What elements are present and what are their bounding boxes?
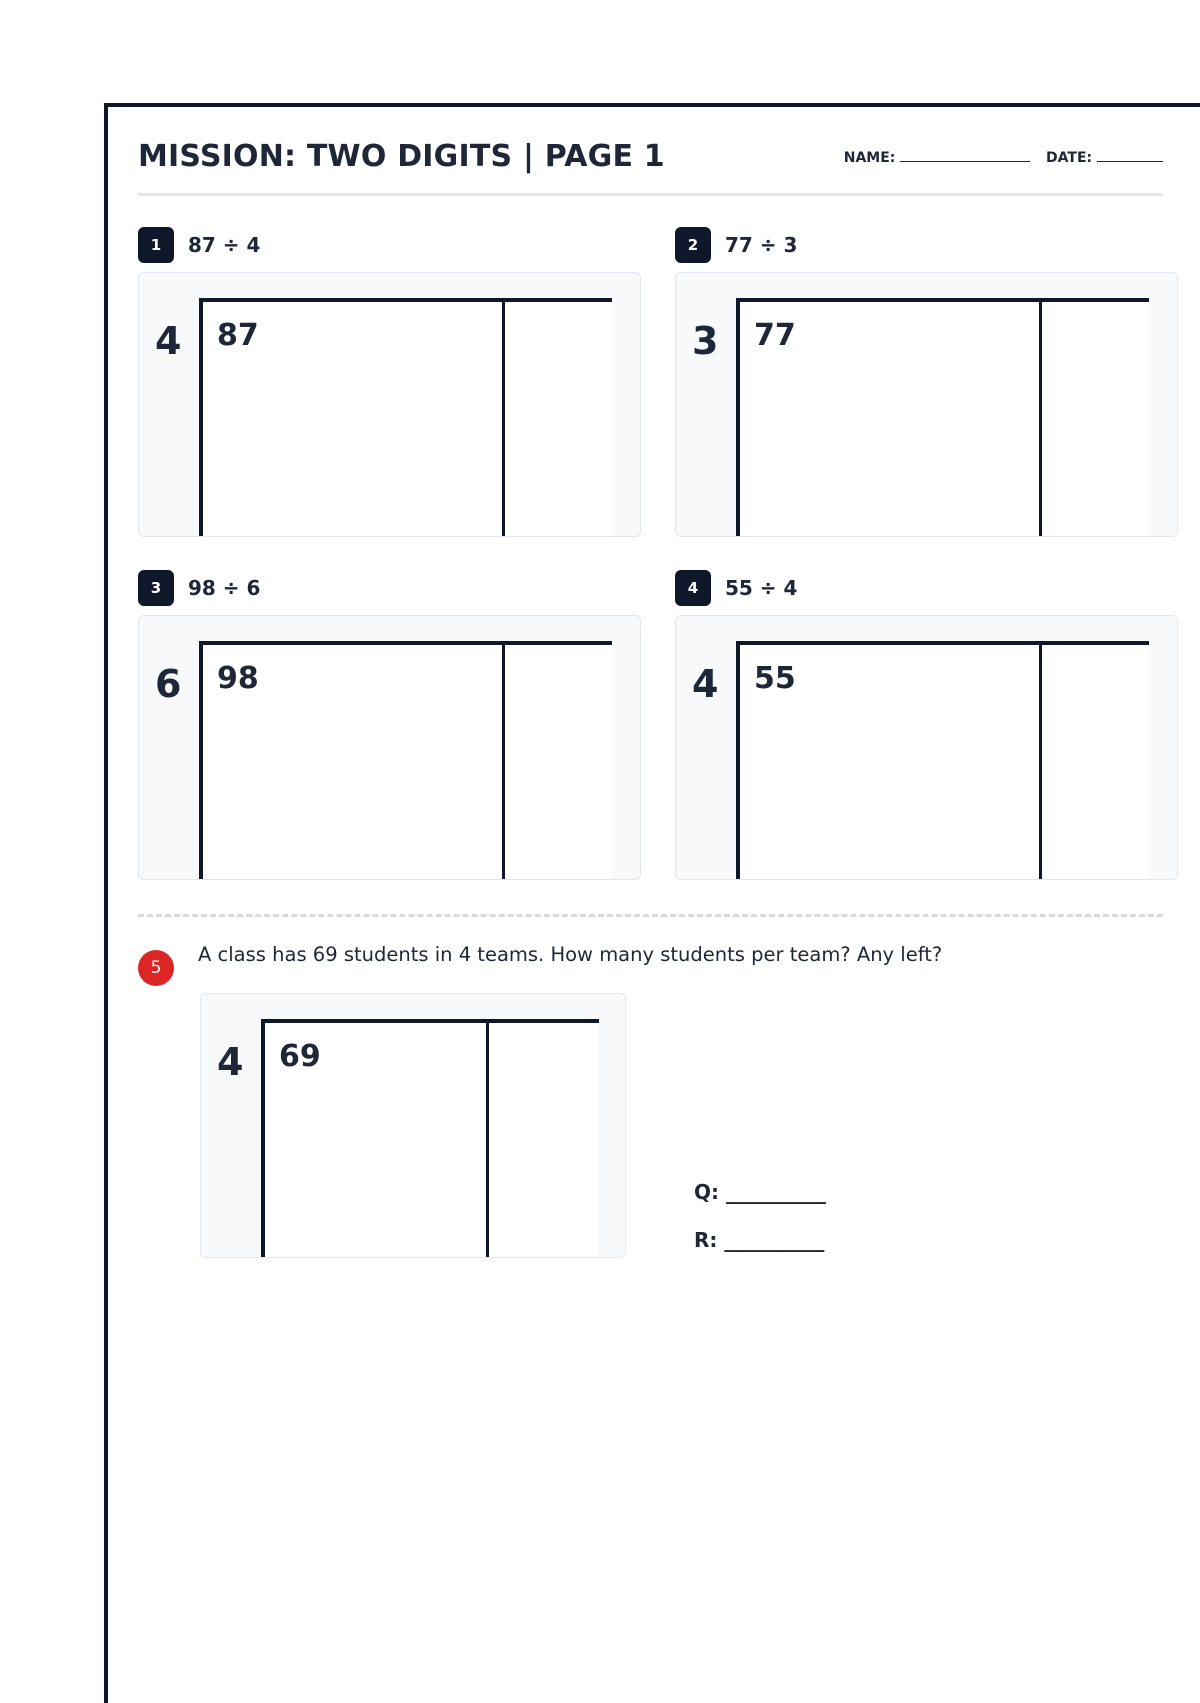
problem-label-2	[675, 227, 797, 263]
date-label: DATE:	[1046, 150, 1093, 166]
answer-divider-line	[1039, 302, 1042, 537]
division-box-4	[675, 615, 1178, 880]
division-box-2	[675, 272, 1178, 537]
dividend: 55	[754, 661, 796, 696]
problem-number-badge: 4	[675, 570, 711, 606]
division-box-3	[138, 615, 641, 880]
problem-expression: 87 ÷ 4	[188, 233, 261, 257]
worksheet-page	[104, 103, 1200, 1703]
page-title: MISSION: TWO DIGITS | PAGE 1	[138, 139, 665, 174]
answer-divider-line	[1039, 645, 1042, 880]
work-area[interactable]	[736, 641, 1149, 880]
work-area[interactable]	[199, 298, 612, 537]
dividend: 69	[279, 1039, 321, 1074]
division-box-1	[138, 272, 641, 537]
problem-label-3	[138, 570, 260, 606]
dividend: 98	[217, 661, 259, 696]
problem-number-badge: 3	[138, 570, 174, 606]
work-area[interactable]	[736, 298, 1149, 537]
work-area[interactable]	[199, 641, 612, 880]
division-box-5	[200, 993, 626, 1258]
name-label: NAME:	[843, 150, 896, 166]
divisor: 4	[155, 319, 182, 363]
work-area[interactable]	[261, 1019, 599, 1258]
problem-expression: 55 ÷ 4	[725, 576, 798, 600]
word-problem-badge: 5	[138, 950, 174, 986]
divisor: 6	[155, 662, 182, 706]
dividend: 87	[217, 318, 259, 353]
remainder-answer-field[interactable]: R: __________	[694, 1228, 825, 1252]
answer-divider-line	[502, 302, 505, 537]
section-divider	[138, 914, 1163, 917]
divisor: 4	[217, 1040, 244, 1084]
problem-number-badge: 2	[675, 227, 711, 263]
word-problem-text: A class has 69 students in 4 teams. How many students per team? Any left?	[198, 943, 943, 966]
name-blank	[900, 149, 1030, 162]
worksheet-header	[138, 137, 1163, 196]
name-date-fields	[844, 149, 1163, 166]
date-blank	[1097, 149, 1163, 162]
divisor: 3	[692, 319, 719, 363]
dividend: 77	[754, 318, 796, 353]
quotient-answer-field[interactable]: Q: __________	[694, 1180, 826, 1204]
divisor: 4	[692, 662, 719, 706]
problem-label-4	[675, 570, 797, 606]
answer-divider-line	[502, 645, 505, 880]
problem-label-1	[138, 227, 260, 263]
problem-expression: 98 ÷ 6	[188, 576, 261, 600]
answer-divider-line	[486, 1023, 489, 1258]
problem-expression: 77 ÷ 3	[725, 233, 798, 257]
problem-number-badge: 1	[138, 227, 174, 263]
